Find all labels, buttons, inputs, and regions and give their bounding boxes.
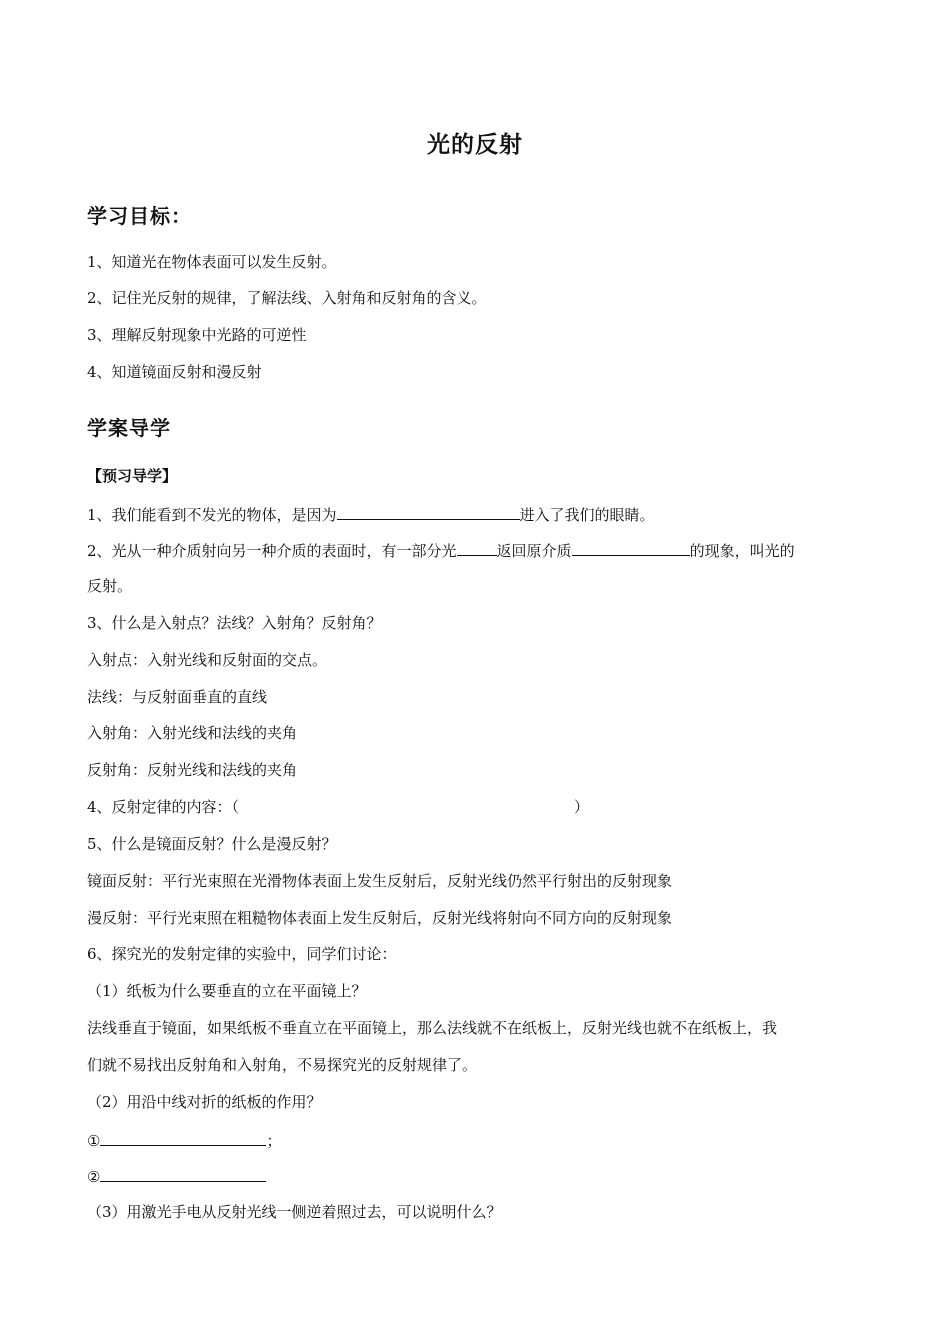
question-6-3: （3）用激光手电从反射光线一侧逆着照过去，可以说明什么？ bbox=[87, 1203, 502, 1221]
question-2-text-part1: 2、光从一种介质射向另一种介质的表面时，有一部分光 bbox=[87, 542, 457, 560]
question-4 bbox=[87, 797, 589, 817]
q5-answer-diffuse: 漫反射：平行光束照在粗糙物体表面上发生反射后，反射光线将射向不同方向的反射现象 bbox=[87, 909, 673, 927]
circled-number-2: ② bbox=[87, 1168, 101, 1186]
question-2 bbox=[87, 539, 795, 561]
q5-answer-specular: 镜面反射：平行光束照在光滑物体表面上发生反射后，反射光线仍然平行射出的反射现象 bbox=[87, 872, 673, 890]
circled-number-1: ① bbox=[87, 1132, 101, 1150]
q3-answer-incidence-angle: 入射角：入射光线和法线的夹角 bbox=[87, 724, 298, 742]
section-heading-guide: 学案导学 bbox=[87, 416, 171, 440]
answer-blank[interactable] bbox=[457, 539, 497, 556]
question-6: 6、探究光的发射定律的实验中，同学们讨论： bbox=[87, 945, 397, 963]
question-2-text-part3: 的现象，叫光的 bbox=[689, 542, 795, 560]
answer-blank[interactable] bbox=[100, 1129, 266, 1146]
question-1-text-after: 进入了我们的眼睛。 bbox=[519, 506, 655, 524]
q6-1-answer-line-2: 们就不易找出反射角和入射角，不易探究光的反射规律了。 bbox=[87, 1056, 478, 1074]
question-5: 5、什么是镜面反射？什么是漫反射？ bbox=[87, 835, 337, 853]
q3-answer-normal: 法线：与反射面垂直的直线 bbox=[87, 688, 268, 706]
subheading-preview: 【预习导学】 bbox=[87, 467, 178, 485]
q6-1-answer-line-1: 法线垂直于镜面，如果纸板不垂直立在平面镜上，那么法线就不在纸板上，反射光线也就不在纸板上，我 bbox=[87, 1019, 778, 1037]
objective-item-3: 3、理解反射现象中光路的可逆性 bbox=[87, 326, 307, 344]
blank-line-1 bbox=[87, 1129, 281, 1151]
objective-item-4: 4、知道镜面反射和漫反射 bbox=[87, 363, 262, 381]
answer-blank[interactable] bbox=[337, 503, 520, 520]
question-4-text-after: ） bbox=[574, 798, 590, 816]
question-2-text-part2: 返回原介质 bbox=[496, 542, 572, 560]
question-6-2: （2）用沿中线对折的纸板的作用？ bbox=[87, 1093, 322, 1111]
q3-answer-reflection-angle: 反射角：反射光线和法线的夹角 bbox=[87, 761, 298, 779]
answer-blank[interactable] bbox=[572, 539, 690, 556]
objective-item-2: 2、记住光反射的规律，了解法线、入射角和反射角的含义。 bbox=[87, 289, 487, 307]
page-title: 光的反射 bbox=[427, 132, 523, 158]
q3-answer-incidence-point: 入射点：入射光线和反射面的交点。 bbox=[87, 651, 328, 669]
blank-line-2 bbox=[87, 1165, 266, 1187]
section-heading-objectives: 学习目标： bbox=[87, 204, 192, 228]
question-1-text-before: 1、我们能看到不发光的物体，是因为 bbox=[87, 506, 337, 524]
answer-blank[interactable] bbox=[100, 1165, 266, 1182]
blank-1-suffix: ； bbox=[266, 1132, 282, 1150]
question-3: 3、什么是入射点？法线？入射角？反射角？ bbox=[87, 614, 382, 632]
question-6-1: （1）纸板为什么要垂直的立在平面镜上？ bbox=[87, 982, 367, 1000]
question-1 bbox=[87, 503, 655, 525]
objective-item-1: 1、知道光在物体表面可以发生反射。 bbox=[87, 253, 337, 271]
question-4-text-before: 4、反射定律的内容：（ bbox=[87, 798, 240, 816]
question-2-continuation: 反射。 bbox=[87, 577, 133, 595]
